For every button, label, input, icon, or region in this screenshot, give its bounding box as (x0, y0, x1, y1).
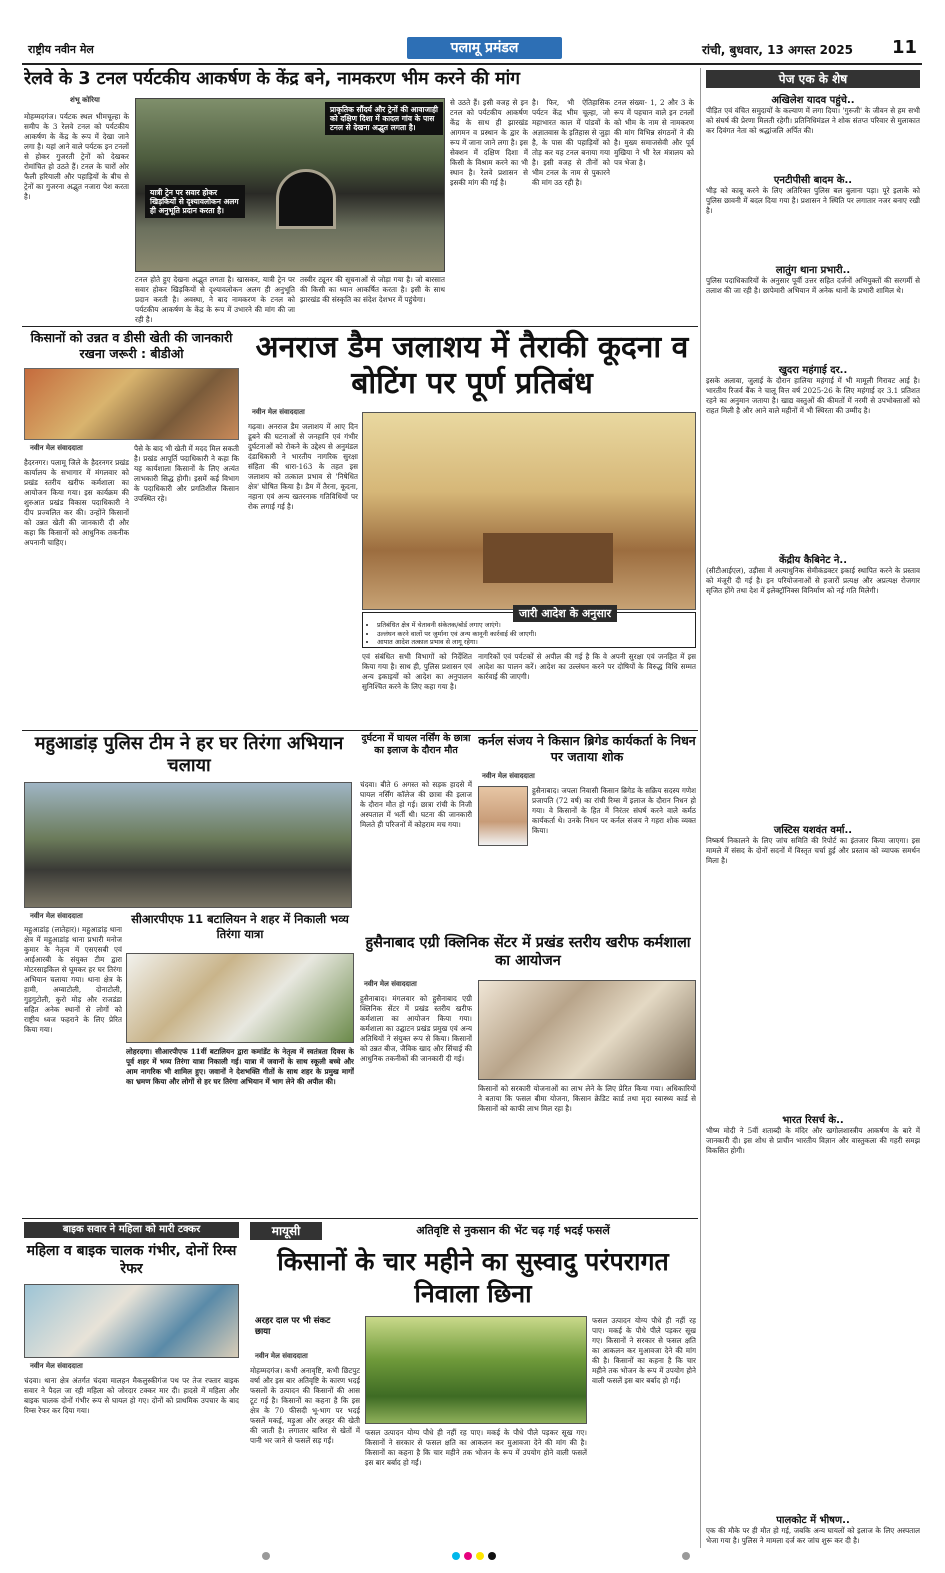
bike-headline: महिला व बाइक चालक गंभीर, दोनों रिम्स रेफर (26, 1243, 237, 1277)
right-item-title: भारत रिसर्च के.. (782, 1115, 844, 1126)
dam-headline: अनराज डैम जलाशय में तैराकी कूदना व बोटिंग पर पूर्ण प्रतिबंध (255, 330, 689, 401)
bike-credit: नवीन मेल संवाददाता (30, 1362, 83, 1370)
right-item-text: पीड़ित एवं वंचित समुदायों के कल्याण में लगा दिया। 'गुरुजी' के जीवन से हम सभी को संघर्ष की प्रेरणा मिलती रहेगी। प्रतिनिधिमंडल ने शोक संतप्त परिवार से मुलाकात कर दिवंगत नेता को श्रद्धांजलि अर्पित की। (706, 106, 920, 135)
callout-top: प्राकृतिक सौंदर्य और ट्रेनों की आवाजाही को दक्षिण दिशा में कादल गांव के पास टनल से देखना अद्भुत लगता है। (325, 102, 443, 135)
right-item-title: एनटीपीसी बादम के.. (773, 175, 853, 186)
harvest-photo-caption: अरहर दाल पर भी संकट छाया (255, 1316, 331, 1337)
tribute-subhead: दुर्घटना में घायल नर्सिंग के छात्रा का इलाज के दौरान मौत (361, 733, 471, 756)
cyan-dot (452, 1552, 460, 1560)
dam-meeting-photo (362, 412, 696, 610)
right-item-text: भीष्म मोदी ने 5वीं शताब्दी के मंदिर और खगोलशास्त्रीय आकर्षण के बारे में जानकारी दी। इस शोध से प्राचीन भारतीय विज्ञान और वास्तुकला की गहरी समझ विकसित होगी। (706, 1126, 920, 1155)
masthead (22, 36, 922, 62)
right-item-title: जस्टिस यशवंत वर्मा.. (773, 825, 853, 836)
workshop-text: हुसैनाबाद। मंगलवार को हुसैनाबाद एग्री क्लिनिक सेंटर में प्रखंड स्तरीय खरीफ कर्मशाला का आयोजन किया गया। कर्मशाला का उद्घाटन प्रखंड प्रमुख एवं अन्य अतिथियों ने संयुक्त रूप से किया। किसानों को उन्नत बीज, जैविक खाद और सिंचाई की आधुनिक तकनीकों की जानकारी दी गई। (360, 994, 472, 1063)
dam-credit: नवीन मेल संवाददाता (252, 408, 305, 416)
right-item-title: लातुंग थाना प्रभारी.. (775, 265, 851, 276)
date-line: रांची, बुधवार, 13 अगस्त 2025 (702, 43, 854, 57)
mid-rule-1 (22, 730, 698, 731)
farmers-text: हैदरनगर। पलामू जिले के हैदरनगर प्रखंड कार्यालय के सभागार में मंगलवार को प्रखंड स्तरीय खरीफ कर्मशाला का आयोजन किया गया। इस कार्यक्रम की शुरुआत प्रखंड विकास पदाधिकारी ने दीप प्रज्वलित कर की। उन्होंने किसानों को उन्नत खेती की जानकारी दी और कहा कि किसानों को आधुनिक तकनीक अपनानी चाहिए। (24, 458, 129, 547)
right-item-title: केंद्रीय कैबिनेट ने.. (778, 555, 848, 566)
dam-text-3: नागरिकों एवं पर्यटकों से अपील की गई है कि वे अपनी सुरक्षा एवं जनहित में इस आदेश का पालन करें। आदेश का उल्लंघन करने पर दोषियों के विरुद्ध विधि सम्मत कार्रवाई की जाएगी। (478, 652, 696, 681)
right-item-text: निष्कर्ष निकालने के लिए जांच समिति की रिपोर्ट का इंतजार किया जाएगा। इस मामले में संसद के दोनों सदनों में विस्तृत चर्चा हुई और प्रस्ताव को व्यापक समर्थन मिला है। (706, 836, 920, 865)
right-item (706, 822, 920, 1106)
order-box (362, 607, 696, 648)
tribute-sub-text: चंदवा। बीते 6 अगस्त को सड़क हादसे में घायल नर्सिंग कॉलेज की छात्रा की इलाज के दौरान मौत हो गई। छात्रा रांची के निजी अस्पताल में भर्ती थी। घटना की जानकारी मिलते ही परिजनों में कोहराम मच गया। (360, 780, 472, 829)
right-col-header: पेज एक के शेष (706, 70, 920, 88)
crpf-photo (126, 953, 354, 1043)
dam-photo-desk (483, 533, 613, 583)
farmers-headline: किसानों को उन्नत व डीसी खेती की जानकारी रखना जरूरी : बीडीओ (30, 330, 233, 361)
masthead-rule (22, 63, 922, 65)
callout-left: यात्री ट्रेन पर सवार होकर खिड़कियों से दृश्यावलोकन अलग ही अनुभूति प्रदान करता है। (145, 185, 245, 218)
harvest-kicker: मायूसी (250, 1222, 322, 1240)
right-item-text: (सीटीआईएल), उड़ीसा में अत्याधुनिक सेमीकंडक्टर इकाई स्थापित करने के प्रस्ताव को मंजूरी दी गई है। इन परियोजनाओं से हजारों प्रत्यक्ष और अप्रत्यक्ष रोजगार सृजित होंगे तथा देश में इलेक्ट्रॉनिक्स विनिर्माण को नई गति मिलेगी। (706, 566, 920, 595)
order-title: जारी आदेश के अनुसार (513, 605, 617, 622)
dam-text-2: एवं संबंधित सभी विभागों को निर्देशित किया गया है। साथ ही, पुलिस प्रशासन एवं अन्य इकाइयों को आदेश का अनुपालन सुनिश्चित करने के लिए कहा गया है। (362, 652, 472, 691)
right-item-title: पालकोट में भीषण.. (776, 1515, 850, 1526)
color-strip (22, 1550, 922, 1562)
section-tag: पलामू प्रमंडल (407, 37, 562, 59)
right-item-text: एक की मौके पर ही मौत हो गई, जबकि अन्य घायलों को इलाज के लिए अस्पताल भेजा गया है। पुलिस ने मामला दर्ज कर जांच शुरू कर दी है। (706, 1526, 920, 1545)
farmers-text-2: पैसे के बाद भी खेती में मदद मिल सकती है। प्रखंड आपूर्ति पदाधिकारी ने कहा कि यह कार्यशाला किसानों के लिए अत्यंत लाभकारी सिद्ध होगी। इसमें कई विभाग के पदाधिकारी और प्रगतिशील किसान उपस्थित रहे। (134, 444, 239, 503)
tunnel-mouth (276, 169, 336, 229)
harvest-credit: नवीन मेल संवाददाता (255, 1352, 308, 1360)
corn-photo (365, 1316, 587, 1424)
right-item (706, 362, 920, 546)
right-item-title: अखिलेश यादव पहुंचे.. (771, 95, 855, 106)
harvest-text-3: फसल उत्पादन योग्य पौधे ही नहीं रह पाए। मकई के पौधे पीले पड़कर सूख गए। किसानों ने सरकार से फसल क्षति का आकलन कर मुआवजा देने की मांग की है। किसानों का कहना है कि चार महीने तक भोजन के रूप में उपयोग होने वाली फसलें इस बार बर्बाद हो गईं। (592, 1316, 696, 1385)
harvest-text-2: फसल उत्पादन योग्य पौधे ही नहीं रह पाए। मकई के पौधे पीले पड़कर सूख गए। किसानों ने सरकार से फसल क्षति का आकलन कर मुआवजा देने की मांग की है। किसानों का कहना है कि चार महीने तक भोजन के रूप में उपयोग होने वाली फसलें इस बार बर्बाद हो गईं। (365, 1428, 587, 1467)
order-point: • प्रतिबंधित क्षेत्र में चेतावनी संकेतक/बोर्ड लगाए जाएंगे। (377, 621, 692, 630)
workshop-credit: नवीन मेल संवाददाता (364, 980, 417, 988)
harvest-text: मोहम्मदगंज। कभी अनावृष्टि, कभी छिटपुट वर्षा और इस बार अतिवृष्टि के कारण भदई फसलों के उत्पादन की किसानों की आस टूट गई है। किसानों का कहना है कि इस क्षेत्र के 70 फीसदी भू-भाग पर भदई फसलें मकई, मड़ुआ और अरहर की खेती की जाती है। लगातार बारिश से खेतों में पानी भर जाने से फसलें सड़ गईं। (250, 1366, 360, 1445)
farmers-credit: नवीन मेल संवाददाता (30, 444, 83, 452)
police-text: महुआडांड़ (लातेहार)। महुआडांड़ थाना क्षेत्र में महुआडांड़ थाना प्रभारी मनोज कुमार के नेतृत्व में एसएसबी एवं आईआरबी के संयुक्त टीम द्वारा मोटरसाइकिल से घूमकर हर घर तिरंगा अभियान चलाया गया। थाना क्षेत्र के हामी, अम्वाटोली, दोनाटोली, गुड़गुटोली, कुरो मोड़ और राजडंडा सहित अनेक स्थानों से लोगों को राष्ट्रीय ध्वज फहराने के लिए प्रेरित किया गया। (24, 925, 122, 1034)
workshop-photo (478, 980, 696, 1080)
registration-mark (682, 1552, 690, 1560)
crpf-text: लोहरदगा। सीआरपीएफ 11वीं बटालियन द्वारा कमांडेंट के नेतृत्व में स्वतंत्रता दिवस के पूर्व शहर में भव्य तिरंगा यात्रा निकाली गई। यात्रा में जवानों के साथ स्कूली बच्चे और आम नागरिक भी शामिल हुए। जवानों ने देशभक्ति गीतों के साथ शहर के प्रमुख मार्गों का भ्रमण किया और लोगों से हर घर तिरंगा अभियान में भाग लेने की अपील की। (126, 1047, 354, 1086)
lead-headline: रेलवे के 3 टनल पर्यटकीय आकर्षण के केंद्र बने, नामकरण भीम करने की मांग (24, 69, 521, 89)
right-col-rule (700, 68, 701, 1548)
harvest-headline: किसानों के चार महीने का सुस्वादु परंपरागत निवाला छिना (277, 1247, 669, 1308)
lead-byline: शंभू कोरिया (70, 96, 100, 104)
lead-body-5: है। फिर, भी ऐतिहासिक पर्यटन केंद्र भीम चूल्हा, जो महाभारत काल में पांडवों के अज्ञातवास के इतिहास से जुड़ा है, के पास की पहाड़ियों को तोड़ कर यह टनल बनाया गया है। इसी वजह से तीनों को भीम टनल के नाम से पुकारने की मांग उठ रही है। (532, 98, 610, 187)
police-photo (24, 782, 352, 908)
lead-body-1: मोहम्मदगंज। पर्यटक स्थल भीमचूल्हा के समीप के 3 रेलवे टनल को पर्यटकीय आकर्षण के केंद्र के रूप में देखा जाने लगा है। यहां आने वाले पर्यटक इन टनलों से होकर गुजरती ट्रेनों को देखकर रोमांचित हो उठते हैं। टनल के चारों ओर फैली हरियाली और पहाड़ियों के बीच से ट्रेनों का गुजरना अद्भुत नजारा पेश करता है। (24, 112, 129, 201)
paper-name: राष्ट्रीय नवीन मेल (28, 43, 94, 56)
page-number: 11 (892, 37, 918, 58)
lead-bottom-rule (22, 326, 698, 327)
farmers-photo (24, 368, 239, 440)
right-item (706, 552, 920, 816)
right-item (706, 92, 920, 166)
harvest-subhead: अतिवृष्टि से नुकसान की भेंट चढ़ गई भदई फसलें (416, 1224, 610, 1237)
magenta-dot (464, 1552, 472, 1560)
bike-photo (24, 1284, 239, 1358)
tribute-headline: कर्नल संजय ने किसान ब्रिगेड कार्यकर्ता के निधन पर जताया शोक (478, 733, 696, 764)
black-dot (488, 1552, 496, 1560)
right-item-title: खुदरा महंगाई दर.. (778, 365, 848, 376)
right-item (706, 1512, 920, 1547)
right-item-text: इसके अलावा, जुलाई के दौरान हालिया महंगाई में भी मामूली गिरावट आई है। भारतीय रिजर्व बैंक ने चालू वित्त वर्ष 2025-26 के लिए महंगाई दर 3.1 प्रतिशत रहने का अनुमान जताया है। खाद्य वस्तुओं की कीमतों में नरमी से उपभोक्ताओं को राहत मिली है और आने वाले महीनों में भी स्थिरता की उम्मीद है। (706, 376, 920, 415)
yellow-dot (476, 1552, 484, 1560)
order-point: • उल्लंघन करने वालों पर जुर्माना एवं अन्य कानूनी कार्रवाई की जाएगी। (377, 630, 692, 639)
police-credit: नवीन मेल संवाददाता (30, 912, 83, 920)
right-item (706, 172, 920, 256)
order-points (377, 621, 692, 647)
workshop-headline: हुसैनाबाद एग्री क्लिनिक सेंटर में प्रखंड स्तरीय खरीफ कर्मशाला का आयोजन (365, 935, 691, 969)
lead-body-6: टनल संख्या- 1, 2 और 3 के रूप में पहचान वाले इन टनलों को भीम के नाम से नामकरण की मांग विभिन्न संगठनों ने की है। मुख्य समाजसेवी और पूर्व मुखिया ने भी रेल मंत्रालय को पत्र भेजा है। (614, 98, 694, 167)
police-headline: महुआडांड़ पुलिस टीम ने हर घर तिरंगा अभियान चलाया (34, 733, 344, 776)
crpf-headline: सीआरपीएफ 11 बटालियन ने शहर में निकाली भव्य तिरंगा यात्रा (131, 912, 349, 941)
tribute-credit: नवीन मेल संवाददाता (482, 772, 535, 780)
bike-kicker: बाइक सवार ने महिला को मारी टक्कर (24, 1222, 239, 1238)
mid-rule-2 (22, 1218, 698, 1219)
tribute-portrait (478, 786, 528, 846)
right-item (706, 1112, 920, 1506)
lead-body-2: टनल होते हुए देखना अद्भुत लगता है। खासकर, यात्री ट्रेन पर सवार होकर खिड़कियों से दृश्यावलोकन अलग ही अनुभूति प्रदान करती है। अवस्था, ने बाद नामकरण के टनल को पर्यटकीय आकर्षण के केंद्र के रूप में उभारने की मांग की जा रही है। (135, 275, 295, 323)
dam-text-1: गढ़वा। अनराज डैम जलाशय में आए दिन डूबने की घटनाओं से जनहानि एवं गंभीर दुर्घटनाओं को रोकने के उद्देश्य से अनुमंडल दंडाधिकारी ने भारतीय नागरिक सुरक्षा संहिता की धारा-163 के तहत इस जलाशय को तत्काल प्रभाव से 'निषेधित क्षेत्र' घोषित किया है। डैम में तैरना, कूदना, नहाना एवं अन्य खतरनाक गतिविधियों पर रोक लगाई गई है। (248, 422, 358, 511)
lead-body-4: से उठते हैं। इसी वजह से इन टनल को पर्यटकीय आकर्षण केंद्र के साथ ही झारखंड आगमन व प्रस्थान के द्वार के रूप में जाना जाने लगा है। इस सेक्शन में दक्षिण दिशा में किसी के विश्राम करने का भी स्थान है। रेलवे प्रशासन से इसकी मांग की गई है। (450, 98, 528, 187)
tribute-text: हुसैनाबाद। जपला निवासी किसान ब्रिगेड के सक्रिय सदस्य गणेश प्रजापति (72 वर्ष) का रांची रिम्स में इलाज के दौरान निधन हो गया। वे किसानों के हित में निरंतर संघर्ष करने वाले कर्मठ कार्यकर्ता थे। उनके निधन पर कर्नल संजय ने गहरा शोक व्यक्त किया। (532, 786, 696, 835)
right-item (706, 262, 920, 356)
order-point: • आपात आदेश तत्काल प्रभाव से लागू रहेगा। (377, 638, 692, 647)
lead-body-3: तस्वीर ट्यूनर की सूचनाओं से जोड़ा गया है। जो बारसात की किसी का ध्यान आकर्षित करता है। इसी के साथ झारखंड की संस्कृति का संदेश देशभर में पहुंचेगा। (300, 275, 445, 304)
bike-text: चंदवा। थाना क्षेत्र अंतर्गत चंदवा मालहन मैकलुस्कीगंज पथ पर तेज रफ्तार बाइक सवार ने पैदल जा रही महिला को जोरदार टक्कर मार दी। हादसे में महिला और बाइक चालक दोनों गंभीर रूप से घायल हो गए। दोनों को प्राथमिक उपचार के बाद रिम्स रेफर कर दिया गया। (24, 1376, 239, 1415)
right-col-items (706, 92, 920, 1547)
right-item-text: पुलिस पदाधिकारियों के अनुसार पूर्वी उत्तर सहित दर्जनों अभियुक्तों की सरगर्मी से तलाश की जा रही है। छापेमारी अभियान में अनेक थानों के प्रभारी शामिल थे। (706, 276, 920, 295)
workshop-text-2: किसानों को सरकारी योजनाओं का लाभ लेने के लिए प्रेरित किया गया। अधिकारियों ने बताया कि फसल बीमा योजना, किसान क्रेडिट कार्ड तथा मृदा स्वास्थ्य कार्ड से किसानों को काफी लाभ मिल रहा है। (478, 1084, 696, 1113)
registration-mark (262, 1552, 270, 1560)
right-item-text: भीड़ को काबू करने के लिए अतिरिक्त पुलिस बल बुलाना पड़ा। पूरे इलाके को पुलिस छावनी में बदल दिया गया है। प्रशासन ने स्थिति पर लगातार नजर बनाए रखी है। (706, 186, 920, 215)
